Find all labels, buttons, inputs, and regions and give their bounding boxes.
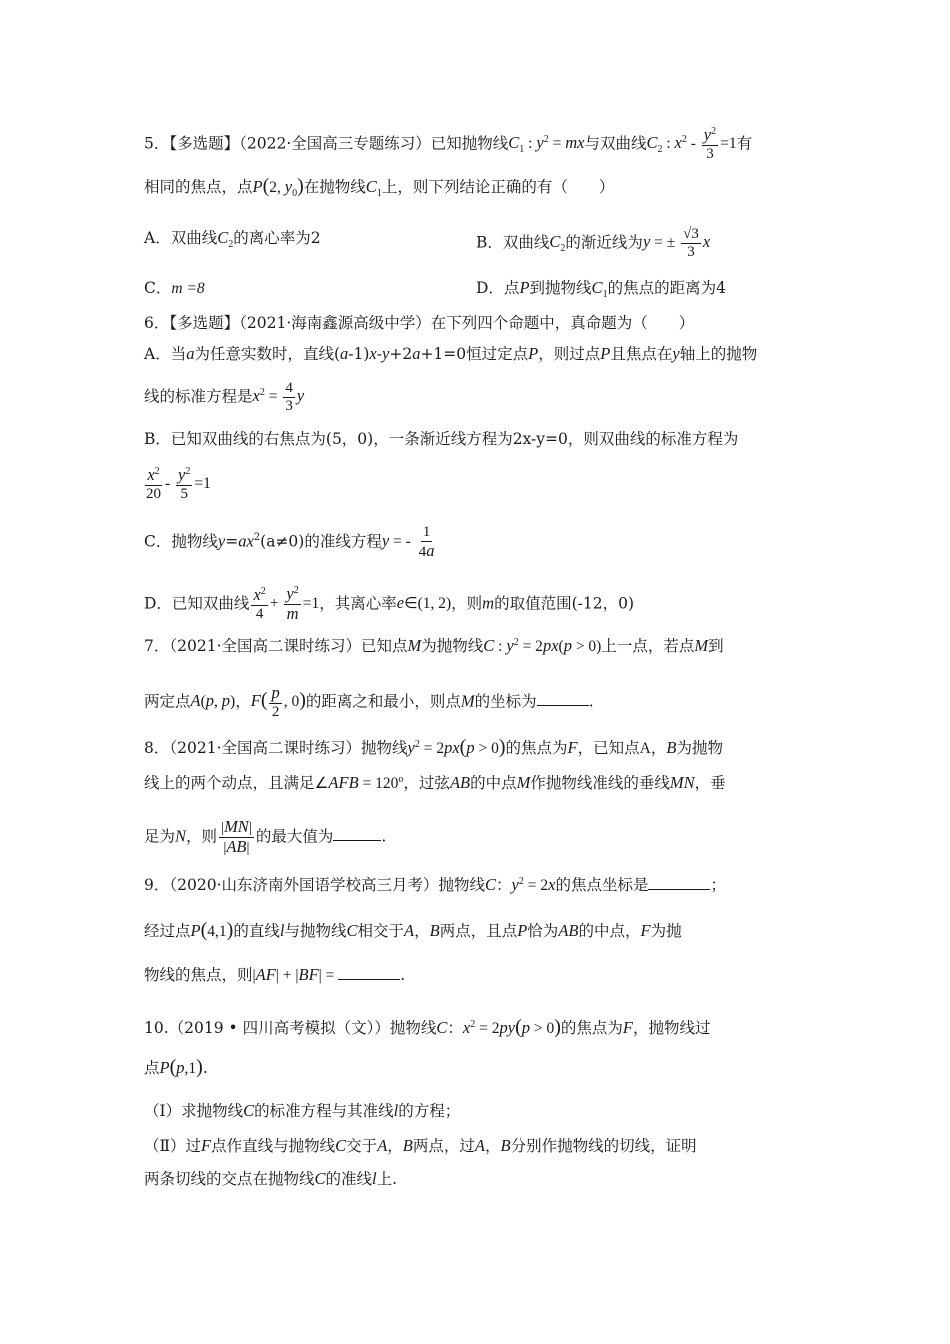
q8-answer-blank[interactable]: [333, 826, 381, 841]
q7-line2: 两定点A(p, p)，F( $\frac{p}{2}$ , 0)的距离之和最小，则点M的坐标为 .: [144, 683, 594, 721]
q6-number: 6．: [144, 314, 170, 332]
q8-line1: 8．（2021·全国高二课时练习）抛物线$y^2 = 2px(p > 0)$的焦点为F，已知点A，B为抛物: [144, 736, 723, 758]
q5-number: 5．: [144, 134, 170, 153]
q7-answer-blank[interactable]: [537, 691, 589, 706]
q9-answer-blank-2[interactable]: [338, 965, 400, 980]
q5-line2: 相同的焦点，点P(2, $y_0$)在抛物线$C_1$上，则下列结论正确的有（ ）: [144, 175, 615, 200]
q9-line1: 9．（2020·山东济南外国语学校高三月考）抛物线C：$y^2 = 2x$的焦点坐标是 ；: [144, 875, 726, 894]
q5-parabola-eq: $C_1$ : $y^2$ = mx: [508, 133, 585, 156]
q5-point-p: P(2, $y_0$): [252, 175, 304, 200]
q6-option-c: C．抛物线$y=ax^2(a\ne 0)$的准线方程y = - $\frac{1}{4a}$: [144, 524, 435, 561]
q5-option-c: C．m =8: [144, 279, 205, 297]
q5-tag: 【多选题】: [169, 134, 240, 153]
q6-option-b-line2: $\frac{x^2}{20}$ - $\frac{y^2}{5}$ =1: [146, 465, 211, 503]
q10-line1: 10.（2019 • 四川高考模拟（文））抛物线C：$x^2 = 2py(p > 0)$的焦点为F，抛物线过: [144, 1016, 711, 1038]
q6-option-a-line2: 线的标准方程是$x^2$ = $\frac{4}{3}$ y: [144, 380, 305, 415]
q6-line1: 6．【多选题】（2021·海南鑫源高级中学）在下列四个命题中，真命题为（ ）: [144, 314, 695, 332]
q5-hyperbola-eq: $C_2$ : $x^2$ - $\frac{y^2}{3}$ =1: [646, 125, 737, 163]
q9-line2: 经过点P(4,1)的直线l与抛物线C相交于A，B两点，且点P恰为AB的中点，F为抛: [144, 919, 682, 941]
q10-part2-line2: 两条切线的交点在抛物线C的准线l上.: [144, 1169, 398, 1188]
q10-part1: （Ⅰ）求抛物线C的标准方程与其准线l的方程；: [144, 1101, 461, 1120]
q9-line3: 物线的焦点，则|AF| + |BF| = .: [144, 965, 406, 984]
q5-option-a: A．双曲线$C_2$的离心率为2: [144, 228, 321, 251]
q5-option-d: D．点P到抛物线$C_1$的焦点的距离为4: [476, 278, 726, 301]
q9-number: 9．: [144, 876, 170, 894]
q8-number: 8．: [144, 739, 170, 757]
q7-line1: 7．（2021·全国高二课时练习）已知点M为抛物线C : $y^2 = 2px(p > 0)$上一点，若点M到: [144, 636, 724, 655]
q8-line2: 线上的两个动点，且满足∠AFB = $120^o$，过弦AB的中点M作抛物线准线的垂线MN，垂: [144, 773, 726, 792]
q10-part2-line1: （Ⅱ）过F点作直线与抛物线C交于A，B两点，过A，B分别作抛物线的切线，证明: [144, 1136, 697, 1155]
q6-option-a-line1: A．当a为任意实数时，直线(a-1)x-y+2a+1=0恒过定点P，则过点P且焦点在y轴上的抛物: [144, 344, 758, 363]
q10-line2: 点P(p,1).: [144, 1056, 208, 1078]
q6-option-d: D．已知双曲线 $\frac{x^2}{4}$ + $\frac{y^2}{m}$ =1，其离心率e∈(1, 2)，则m的取值范围(-12，0): [144, 584, 634, 624]
q7-number: 7．: [144, 637, 170, 655]
q10-number: 10.: [144, 1019, 169, 1037]
q5-source: （2022·全国高三专题练习）: [239, 134, 431, 153]
q5-option-b: B．双曲线$C_2$的渐近线为y = ± $\frac{√3}{3}$ x: [476, 226, 711, 261]
q5-line1: 5．【多选题】（2022·全国高三专题练习）已知抛物线$C_1$ : $y^2$ = mx与双曲线$C_2$ : $x^2$ - $\frac{y^2}{3}$ =1有: [144, 125, 753, 163]
q8-line3: 足为N，则 $\frac{|MN|}{|AB|}$ 的最大值为 .: [144, 817, 387, 857]
q6-option-b-line1: B．已知双曲线的右焦点为(5，0)，一条渐近线方程为2x-y=0，则双曲线的标准方程为: [144, 430, 739, 448]
q9-answer-blank-1[interactable]: [648, 875, 710, 890]
